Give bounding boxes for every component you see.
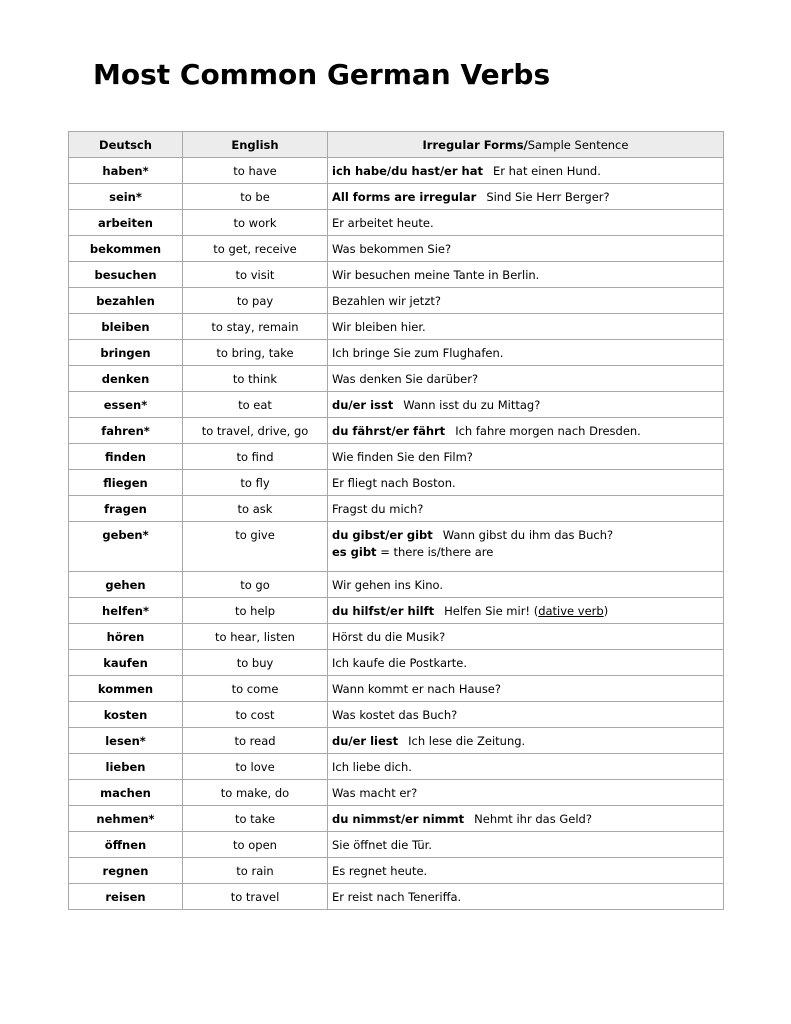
table-row	[69, 210, 724, 236]
verb-english: to come	[183, 676, 328, 702]
example-line	[332, 708, 457, 722]
sample-sentence: Helfen Sie mir! (	[444, 603, 539, 618]
sample-sentence-end: )	[603, 603, 609, 618]
verb-english: to stay, remain	[183, 314, 328, 340]
sample-sentence: Sie öffnet die Tür.	[332, 837, 433, 852]
example-line	[332, 268, 539, 282]
table-row	[69, 522, 724, 572]
verb-german: kosten	[69, 702, 183, 728]
verb-english: to pay	[183, 288, 328, 314]
verb-german: kaufen	[69, 650, 183, 676]
table-row	[69, 806, 724, 832]
verb-english: to travel	[183, 884, 328, 910]
table-row	[69, 288, 724, 314]
verb-english: to rain	[183, 858, 328, 884]
verb-example-cell	[328, 676, 724, 702]
header-irregular	[328, 132, 724, 158]
irregular-forms: du/er liest	[332, 733, 399, 748]
table-row	[69, 650, 724, 676]
sample-sentence: Es regnet heute.	[332, 863, 428, 878]
verb-german: bringen	[69, 340, 183, 366]
verb-english: to get, receive	[183, 236, 328, 262]
irregular-forms: du hilfst/er hilft	[332, 603, 435, 618]
table-row	[69, 598, 724, 624]
table-header-row	[69, 132, 724, 158]
table-row	[69, 262, 724, 288]
example-line	[332, 320, 426, 334]
verb-english: to be	[183, 184, 328, 210]
table-row	[69, 470, 724, 496]
verb-example-cell	[328, 262, 724, 288]
example-line	[332, 424, 641, 438]
sample-sentence: Ich lese die Zeitung.	[408, 733, 526, 748]
sample-sentence-2: = there is/there are	[376, 545, 494, 559]
header-english: English	[183, 132, 328, 158]
verb-german: helfen*	[69, 598, 183, 624]
irregular-forms: du/er isst	[332, 397, 394, 412]
example-line	[332, 838, 432, 852]
verb-example-cell	[328, 470, 724, 496]
sample-sentence: Ich fahre morgen nach Dresden.	[455, 423, 641, 438]
verb-german: denken	[69, 366, 183, 392]
verb-german: fragen	[69, 496, 183, 522]
verb-german: sein*	[69, 184, 183, 210]
verb-english: to hear, listen	[183, 624, 328, 650]
verb-example-cell	[328, 754, 724, 780]
verb-english: to work	[183, 210, 328, 236]
table-row	[69, 728, 724, 754]
sample-sentence: Fragst du mich?	[332, 501, 424, 516]
example-line	[332, 190, 610, 204]
irregular-forms: ich habe/du hast/er hat	[332, 163, 483, 178]
verb-german: hören	[69, 624, 183, 650]
example-line	[332, 656, 467, 670]
verb-rows	[69, 158, 724, 910]
verb-example-cell	[328, 314, 724, 340]
table-row	[69, 418, 724, 444]
sample-sentence: Was bekommen Sie?	[332, 241, 452, 256]
verb-english: to visit	[183, 262, 328, 288]
sample-sentence: Ich kaufe die Postkarte.	[332, 655, 467, 670]
example-line	[332, 682, 501, 696]
verb-english: to help	[183, 598, 328, 624]
table-row	[69, 184, 724, 210]
table-row	[69, 754, 724, 780]
sample-sentence: Er fliegt nach Boston.	[332, 475, 456, 490]
sample-sentence: Was macht er?	[332, 785, 418, 800]
verb-english: to travel, drive, go	[183, 418, 328, 444]
verb-example-cell	[328, 340, 724, 366]
verb-german: besuchen	[69, 262, 183, 288]
sample-sentence: Wir gehen ins Kino.	[332, 577, 444, 592]
verb-english: to go	[183, 572, 328, 598]
verb-english: to make, do	[183, 780, 328, 806]
verb-german: öffnen	[69, 832, 183, 858]
example-line	[332, 398, 540, 412]
verb-english: to read	[183, 728, 328, 754]
verb-german: lieben	[69, 754, 183, 780]
table-row	[69, 624, 724, 650]
example-line	[332, 528, 613, 542]
verb-german: machen	[69, 780, 183, 806]
header-irregular-bold: Irregular Forms/	[422, 137, 528, 152]
irregular-forms: All forms are irregular	[332, 189, 477, 204]
table-row	[69, 314, 724, 340]
verb-english: to ask	[183, 496, 328, 522]
verb-example-cell	[328, 650, 724, 676]
table-row	[69, 340, 724, 366]
sample-sentence: Ich bringe Sie zum Flughafen.	[332, 345, 504, 360]
irregular-forms-2: es gibt	[332, 545, 377, 559]
dative-verb-link[interactable]: dative verb	[538, 603, 604, 618]
verb-german: fahren*	[69, 418, 183, 444]
page-title: Most Common German Verbs	[93, 58, 551, 91]
verb-german: nehmen*	[69, 806, 183, 832]
table-row	[69, 676, 724, 702]
table-row	[69, 366, 724, 392]
table-row	[69, 572, 724, 598]
example-line	[332, 216, 434, 230]
verb-german: bekommen	[69, 236, 183, 262]
verb-example-cell	[328, 158, 724, 184]
verb-example-cell	[328, 598, 724, 624]
verb-german: haben*	[69, 158, 183, 184]
table-row	[69, 158, 724, 184]
sample-sentence: Er arbeitet heute.	[332, 215, 434, 230]
example-line	[332, 242, 451, 256]
sample-sentence: Sind Sie Herr Berger?	[486, 189, 610, 204]
example-line	[332, 760, 412, 774]
verb-example-cell	[328, 444, 724, 470]
verb-example-cell	[328, 288, 724, 314]
verb-example-cell	[328, 780, 724, 806]
verb-example-cell	[328, 572, 724, 598]
verb-english: to eat	[183, 392, 328, 418]
sample-sentence: Wie finden Sie den Film?	[332, 449, 473, 464]
table-row	[69, 236, 724, 262]
verb-example-cell	[328, 832, 724, 858]
verb-example-cell	[328, 418, 724, 444]
verb-german: essen*	[69, 392, 183, 418]
example-line	[332, 294, 441, 308]
header-irregular-rest: Sample Sentence	[527, 137, 629, 152]
verb-english: to find	[183, 444, 328, 470]
sample-sentence: Was kostet das Buch?	[332, 707, 458, 722]
verb-example-cell	[328, 702, 724, 728]
verb-english: to open	[183, 832, 328, 858]
verb-example-cell	[328, 210, 724, 236]
verb-example-cell	[328, 366, 724, 392]
example-line	[332, 864, 427, 878]
example-line-2	[332, 544, 719, 560]
verb-english: to buy	[183, 650, 328, 676]
irregular-forms: du gibst/er gibt	[332, 528, 433, 542]
verb-german: gehen	[69, 572, 183, 598]
example-line	[332, 890, 461, 904]
verb-example-cell	[328, 496, 724, 522]
sample-sentence: Wir besuchen meine Tante in Berlin.	[332, 267, 540, 282]
sample-sentence: Ich liebe dich.	[332, 759, 412, 774]
example-line	[332, 346, 503, 360]
verb-english: to fly	[183, 470, 328, 496]
verb-example-cell	[328, 858, 724, 884]
verb-example-cell	[328, 522, 724, 572]
verb-english: to give	[183, 522, 328, 572]
verb-example-cell	[328, 392, 724, 418]
example-line	[332, 812, 592, 826]
verb-german: fliegen	[69, 470, 183, 496]
verb-german: lesen*	[69, 728, 183, 754]
sample-sentence: Wann isst du zu Mittag?	[403, 397, 541, 412]
example-line	[332, 476, 456, 490]
sample-sentence: Hörst du die Musik?	[332, 629, 446, 644]
table-row	[69, 702, 724, 728]
table-row	[69, 444, 724, 470]
verb-german: kommen	[69, 676, 183, 702]
example-line	[332, 502, 423, 516]
sample-sentence: Wann gibst du ihm das Buch?	[442, 528, 614, 542]
table-row	[69, 780, 724, 806]
example-line	[332, 786, 417, 800]
header-deutsch: Deutsch	[69, 132, 183, 158]
sample-sentence: Er hat einen Hund.	[492, 163, 601, 178]
sample-sentence: Nehmt ihr das Geld?	[474, 811, 592, 826]
sample-sentence: Bezahlen wir jetzt?	[332, 293, 441, 308]
verb-example-cell	[328, 184, 724, 210]
example-line	[332, 604, 608, 618]
verb-german: finden	[69, 444, 183, 470]
verb-german: bezahlen	[69, 288, 183, 314]
sample-sentence: Was denken Sie darüber?	[332, 371, 479, 386]
verb-example-cell	[328, 806, 724, 832]
verb-english: to love	[183, 754, 328, 780]
table-row	[69, 858, 724, 884]
table-row	[69, 392, 724, 418]
verb-example-cell	[328, 624, 724, 650]
verb-english: to cost	[183, 702, 328, 728]
example-line	[332, 578, 443, 592]
sample-sentence: Wann kommt er nach Hause?	[332, 681, 501, 696]
verb-german: bleiben	[69, 314, 183, 340]
verb-example-cell	[328, 236, 724, 262]
example-line	[332, 164, 601, 178]
verb-german: arbeiten	[69, 210, 183, 236]
sample-sentence: Er reist nach Teneriffa.	[332, 889, 462, 904]
example-line	[332, 372, 478, 386]
verb-english: to have	[183, 158, 328, 184]
example-line	[332, 734, 525, 748]
example-line	[332, 450, 473, 464]
table-row	[69, 884, 724, 910]
verb-example-cell	[328, 884, 724, 910]
verb-table	[68, 131, 724, 910]
irregular-forms: du fährst/er fährt	[332, 423, 446, 438]
verb-german: geben*	[69, 522, 183, 572]
verb-german: regnen	[69, 858, 183, 884]
table-row	[69, 496, 724, 522]
verb-english: to bring, take	[183, 340, 328, 366]
example-line	[332, 630, 445, 644]
verb-example-cell	[328, 728, 724, 754]
verb-english: to think	[183, 366, 328, 392]
verb-german: reisen	[69, 884, 183, 910]
table-row	[69, 832, 724, 858]
verb-english: to take	[183, 806, 328, 832]
sample-sentence: Wir bleiben hier.	[332, 319, 426, 334]
irregular-forms: du nimmst/er nimmt	[332, 811, 465, 826]
